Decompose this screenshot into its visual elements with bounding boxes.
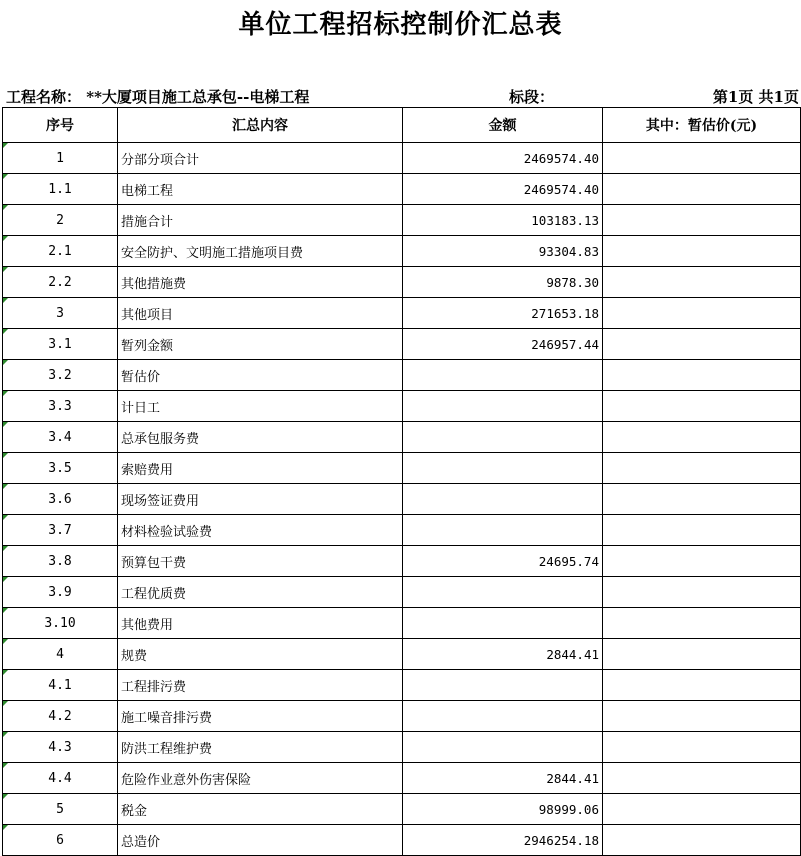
table-row [3, 422, 801, 453]
row-amount-cell[interactable] [403, 391, 603, 422]
row-amount-cell[interactable] [403, 422, 603, 453]
row-amount-cell[interactable] [403, 701, 603, 732]
table-row [3, 484, 801, 515]
table-row [3, 391, 801, 422]
table-header-row [3, 108, 801, 143]
row-seq-cell[interactable]: 3.2 [3, 360, 118, 391]
row-seq-cell[interactable]: 3.6 [3, 484, 118, 515]
row-content-cell[interactable]: 规费 [118, 639, 403, 670]
row-amount-cell[interactable]: 103183.13 [403, 205, 603, 236]
row-amount-cell[interactable]: 98999.06 [403, 794, 603, 825]
row-content-cell[interactable]: 工程排污费 [118, 670, 403, 701]
project-name-label: 工程名称： **大厦项目施工总承包--电梯工程 [6, 88, 310, 106]
sheet-title: 单位工程招标控制价汇总表 [238, 10, 563, 40]
row-content-cell[interactable]: 材料检验试验费 [118, 515, 403, 546]
row-content-cell[interactable]: 索赔费用 [118, 453, 403, 484]
row-seq-cell[interactable]: 3 [3, 298, 118, 329]
table-row [3, 639, 801, 670]
table-row [3, 577, 801, 608]
row-amount-cell[interactable] [403, 608, 603, 639]
row-estimate-cell[interactable] [603, 329, 801, 360]
header-seq[interactable]: 序号 [3, 108, 118, 143]
row-seq-cell[interactable]: 4 [3, 639, 118, 670]
table-row [3, 546, 801, 577]
row-estimate-cell[interactable] [603, 143, 801, 174]
row-content-cell[interactable]: 工程优质费 [118, 577, 403, 608]
row-estimate-cell[interactable] [603, 670, 801, 701]
table-row [3, 360, 801, 391]
row-amount-cell[interactable]: 271653.18 [403, 298, 603, 329]
row-estimate-cell[interactable] [603, 515, 801, 546]
row-estimate-cell[interactable] [603, 298, 801, 329]
row-amount-cell[interactable] [403, 732, 603, 763]
table-row [3, 267, 801, 298]
row-content-cell[interactable]: 施工噪音排污费 [118, 701, 403, 732]
table-row [3, 515, 801, 546]
table-row [3, 174, 801, 205]
row-estimate-cell[interactable] [603, 577, 801, 608]
row-seq-cell[interactable]: 2.1 [3, 236, 118, 267]
row-seq-cell[interactable]: 1 [3, 143, 118, 174]
row-estimate-cell[interactable] [603, 763, 801, 794]
row-estimate-cell[interactable] [603, 236, 801, 267]
table-row [3, 205, 801, 236]
row-estimate-cell[interactable] [603, 174, 801, 205]
header-estimate[interactable]: 其中：暂估价(元) [603, 108, 801, 143]
row-content-cell[interactable]: 预算包干费 [118, 546, 403, 577]
row-content-cell[interactable]: 防洪工程维护费 [118, 732, 403, 763]
row-content-cell[interactable]: 计日工 [118, 391, 403, 422]
row-content-cell[interactable]: 现场签证费用 [118, 484, 403, 515]
row-amount-cell[interactable]: 24695.74 [403, 546, 603, 577]
row-content-cell[interactable]: 措施合计 [118, 205, 403, 236]
row-amount-cell[interactable]: 246957.44 [403, 329, 603, 360]
row-seq-cell[interactable]: 4.4 [3, 763, 118, 794]
header-amount[interactable]: 金额 [403, 108, 603, 143]
row-seq-cell[interactable]: 6 [3, 825, 118, 856]
table-row [3, 143, 801, 174]
table-row [3, 329, 801, 360]
row-estimate-cell[interactable] [603, 391, 801, 422]
table-row [3, 298, 801, 329]
row-estimate-cell[interactable] [603, 484, 801, 515]
header-content[interactable]: 汇总内容 [118, 108, 403, 143]
section-label: 标段： [509, 88, 555, 106]
row-estimate-cell[interactable] [603, 701, 801, 732]
row-seq-cell[interactable]: 3.7 [3, 515, 118, 546]
row-amount-cell[interactable] [403, 515, 603, 546]
row-estimate-cell[interactable] [603, 205, 801, 236]
row-estimate-cell[interactable] [603, 794, 801, 825]
row-seq-cell[interactable]: 3.10 [3, 608, 118, 639]
row-amount-cell[interactable]: 9878.30 [403, 267, 603, 298]
row-amount-cell[interactable]: 2844.41 [403, 639, 603, 670]
row-amount-cell[interactable]: 93304.83 [403, 236, 603, 267]
row-seq-cell[interactable]: 2.2 [3, 267, 118, 298]
row-seq-cell[interactable]: 5 [3, 794, 118, 825]
table-row [3, 608, 801, 639]
row-content-cell[interactable]: 其他措施费 [118, 267, 403, 298]
row-seq-cell[interactable]: 4.2 [3, 701, 118, 732]
row-content-cell[interactable]: 暂列金额 [118, 329, 403, 360]
row-seq-cell[interactable]: 4.1 [3, 670, 118, 701]
row-estimate-cell[interactable] [603, 608, 801, 639]
row-seq-cell[interactable]: 3.5 [3, 453, 118, 484]
row-seq-cell[interactable]: 3.1 [3, 329, 118, 360]
row-content-cell[interactable]: 总承包服务费 [118, 422, 403, 453]
row-amount-cell[interactable] [403, 577, 603, 608]
table-row [3, 763, 801, 794]
summary-table [2, 107, 801, 856]
row-estimate-cell[interactable] [603, 422, 801, 453]
row-amount-cell[interactable]: 2469574.40 [403, 143, 603, 174]
table-row [3, 701, 801, 732]
row-seq-cell[interactable]: 4.3 [3, 732, 118, 763]
row-amount-cell[interactable] [403, 484, 603, 515]
row-amount-cell[interactable]: 2469574.40 [403, 174, 603, 205]
row-content-cell[interactable]: 电梯工程 [118, 174, 403, 205]
row-amount-cell[interactable] [403, 453, 603, 484]
row-content-cell[interactable]: 其他项目 [118, 298, 403, 329]
row-amount-cell[interactable]: 2946254.18 [403, 825, 603, 856]
table-row [3, 453, 801, 484]
table-row [3, 236, 801, 267]
row-content-cell[interactable]: 危险作业意外伤害保险 [118, 763, 403, 794]
row-estimate-cell[interactable] [603, 825, 801, 856]
table-row [3, 794, 801, 825]
row-seq-cell[interactable]: 3.8 [3, 546, 118, 577]
row-content-cell[interactable]: 安全防护、文明施工措施项目费 [118, 236, 403, 267]
row-seq-cell[interactable]: 3.9 [3, 577, 118, 608]
table-row [3, 825, 801, 856]
row-content-cell[interactable]: 其他费用 [118, 608, 403, 639]
row-seq-cell[interactable]: 2 [3, 205, 118, 236]
row-content-cell[interactable]: 分部分项合计 [118, 143, 403, 174]
row-seq-cell[interactable]: 3.4 [3, 422, 118, 453]
table-row [3, 732, 801, 763]
table-row [3, 670, 801, 701]
row-estimate-cell[interactable] [603, 639, 801, 670]
row-estimate-cell[interactable] [603, 732, 801, 763]
row-content-cell[interactable]: 税金 [118, 794, 403, 825]
row-amount-cell[interactable] [403, 360, 603, 391]
row-content-cell[interactable]: 暂估价 [118, 360, 403, 391]
row-estimate-cell[interactable] [603, 267, 801, 298]
row-amount-cell[interactable] [403, 670, 603, 701]
row-estimate-cell[interactable] [603, 453, 801, 484]
page-indicator: 第1页 共1页 [712, 88, 799, 106]
row-content-cell[interactable]: 总造价 [118, 825, 403, 856]
row-estimate-cell[interactable] [603, 360, 801, 391]
row-seq-cell[interactable]: 3.3 [3, 391, 118, 422]
row-amount-cell[interactable]: 2844.41 [403, 763, 603, 794]
row-estimate-cell[interactable] [603, 546, 801, 577]
row-seq-cell[interactable]: 1.1 [3, 174, 118, 205]
